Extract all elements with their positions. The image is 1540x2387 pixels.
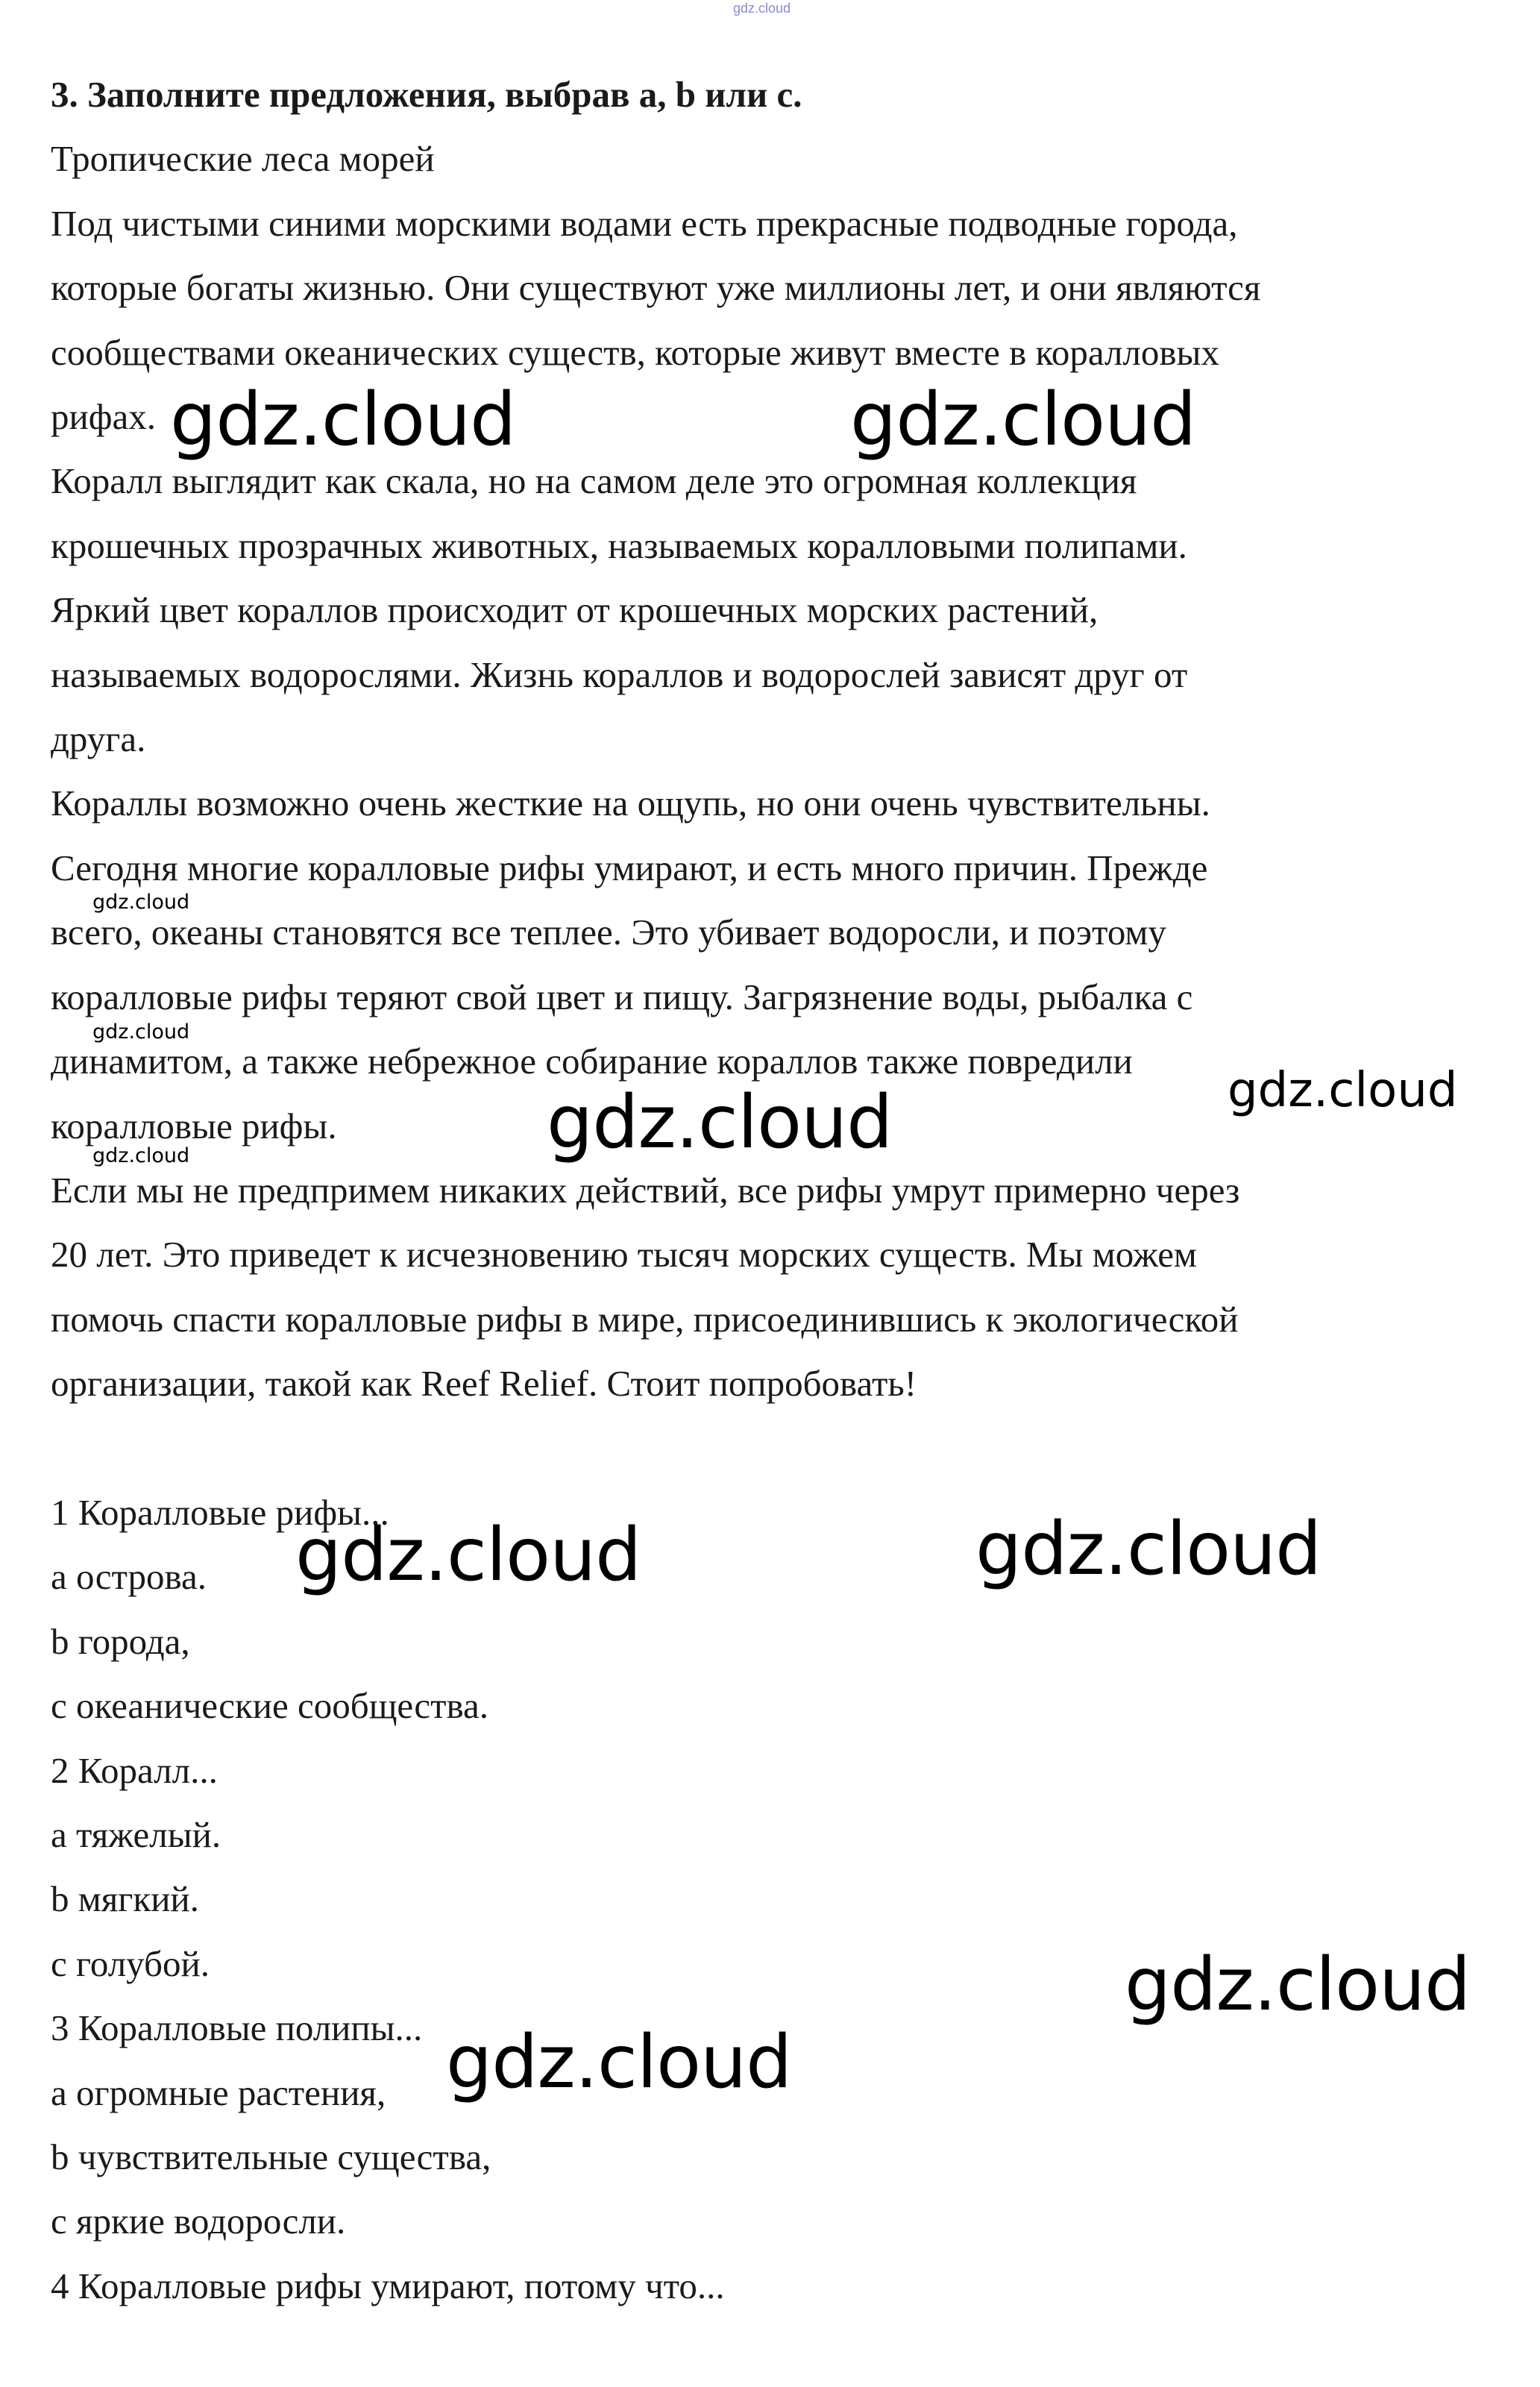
question-line: 4 Коралловые рифы умирают, потому что... xyxy=(51,2265,725,2306)
text-line: крошечных прозрачных животных, называемых коралловыми полипами. xyxy=(51,524,1187,566)
answer-option: c яркие водоросли. xyxy=(51,2201,346,2242)
text-line: Сегодня многие коралловые рифы умирают, и есть много причин. Прежде xyxy=(51,847,1208,888)
watermark: gdz.cloud xyxy=(547,1080,893,1165)
text-line: сообществами океанических существ, которые живут вместе в коралловых xyxy=(51,331,1219,373)
text-title: Тропические леса морей xyxy=(51,138,435,180)
text-line: Кораллы возможно очень жесткие на ощупь, но они очень чувствительны. xyxy=(51,782,1210,824)
watermark: gdz.cloud xyxy=(92,891,190,914)
text-line: называемых водорослями. Жизнь кораллов и водорослей зависят друг от xyxy=(51,653,1188,695)
text-line: динамитом, а также небрежное собирание кораллов также повредили xyxy=(51,1041,1133,1082)
spacer xyxy=(51,1417,1490,1481)
text-line: Коралл выглядит как скала, но на самом деле это огромная коллекция xyxy=(51,460,1137,502)
question-line: 1 Коралловые рифы... xyxy=(51,1491,389,1533)
watermark: gdz.cloud xyxy=(1228,1063,1458,1118)
reading-text xyxy=(51,192,1490,1417)
answer-option: c голубой. xyxy=(51,1942,210,1984)
watermark: gdz.cloud xyxy=(170,377,516,462)
answer-option: b города, xyxy=(51,1620,190,1662)
watermark: gdz.cloud xyxy=(850,377,1196,462)
answer-option: b мягкий. xyxy=(51,1878,199,1920)
answer-option: b чувствительные существа, xyxy=(51,2136,491,2177)
text-line: помочь спасти коралловые рифы в мире, присоединившись к экологической xyxy=(51,1298,1239,1340)
text-line: 20 лет. Это приведет к исчезновению тысяч морских существ. Мы можем xyxy=(51,1234,1197,1276)
text-line: Если мы не предпримем никаких действий, все рифы умрут примерно через xyxy=(51,1169,1240,1211)
watermark: gdz.cloud xyxy=(92,1144,190,1167)
question-line: 2 Коралл... xyxy=(51,1749,218,1791)
watermark: gdz.cloud xyxy=(975,1507,1321,1592)
answer-option: c океанические сообщества. xyxy=(51,1685,489,1727)
text-line: которые богаты жизнью. Они существуют уже миллионы лет, и они являются xyxy=(51,267,1261,309)
answer-option: a тяжелый. xyxy=(51,1813,221,1855)
text-line: Под чистыми синими морскими водами есть прекрасные подводные города, xyxy=(51,202,1238,244)
text-line: организации, такой как Reef Relief. Стоит попробовать! xyxy=(51,1363,917,1405)
watermark: gdz.cloud xyxy=(1125,1942,1471,2027)
answer-option: a острова. xyxy=(51,1556,207,1598)
text-line: коралловые рифы теряют свой цвет и пищу. Загрязнение воды, рыбалка с xyxy=(51,976,1193,1017)
text-line: всего, океаны становятся все теплее. Это убивает водоросли, и поэтому xyxy=(51,912,1166,953)
text-line: рифах. xyxy=(51,396,156,438)
text-line: друга. xyxy=(51,718,146,760)
text-line: коралловые рифы. xyxy=(51,1105,337,1147)
question-line: 3 Коралловые полипы... xyxy=(51,2007,423,2049)
watermark: gdz.cloud xyxy=(295,1513,641,1598)
answer-option: a огромные растения, xyxy=(51,2071,386,2113)
watermark-top: gdz.cloud xyxy=(733,1,791,16)
text-line: Яркий цвет кораллов происходит от крошечных морских растений, xyxy=(51,589,1099,631)
exercise-heading: 3. Заполните предложения, выбрав a, b или c. xyxy=(51,74,802,115)
questions xyxy=(51,1481,1490,2318)
watermark: gdz.cloud xyxy=(92,1020,190,1044)
watermark: gdz.cloud xyxy=(446,2020,792,2105)
